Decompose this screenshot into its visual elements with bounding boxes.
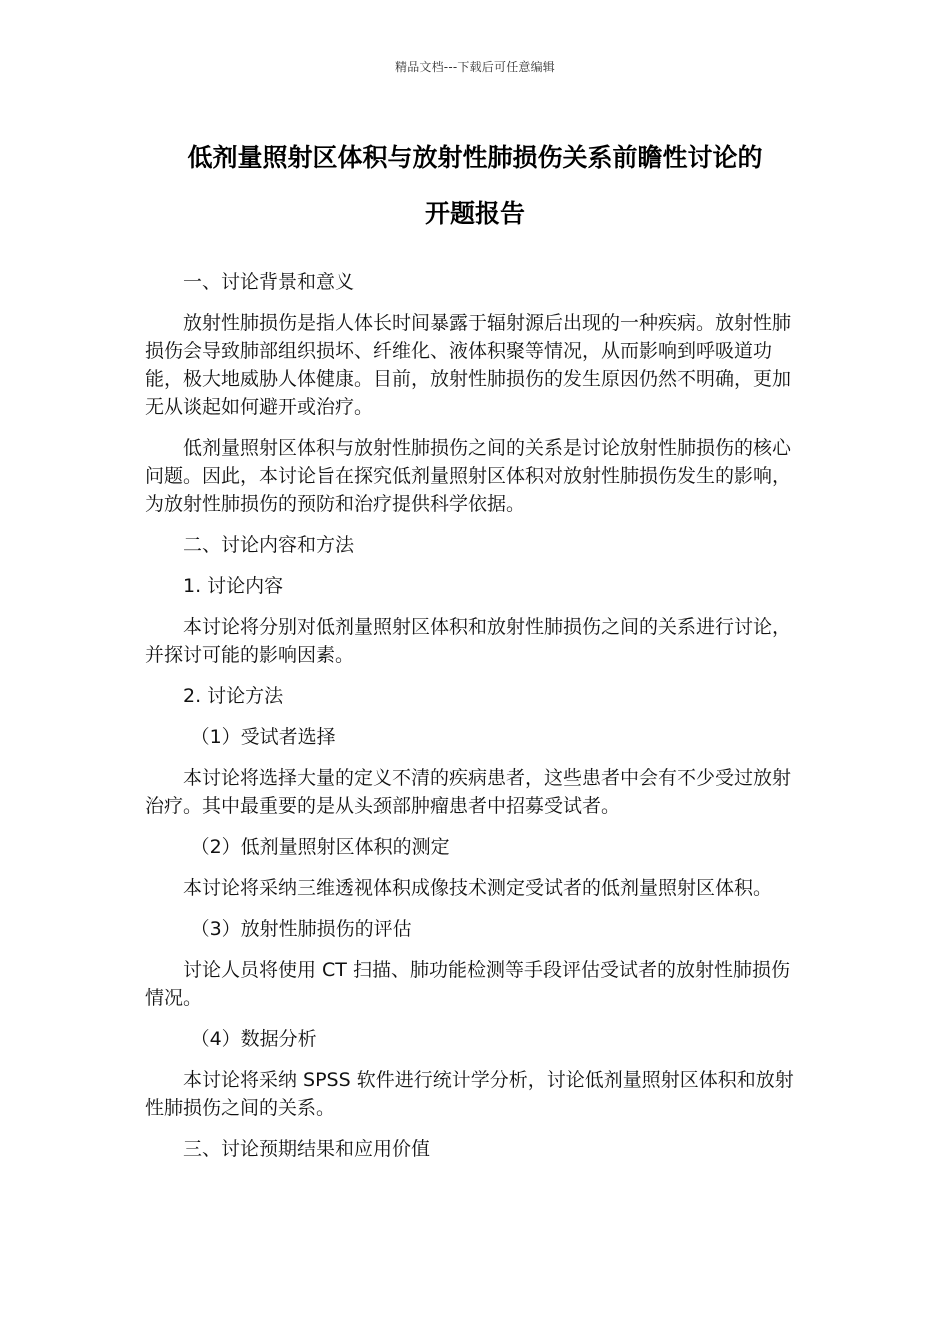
document-title-line-2: 开题报告 xyxy=(424,199,525,228)
page-header: 精品文档---下载后可任意编辑 xyxy=(395,60,555,74)
method-heading-analysis: （4）数据分析 xyxy=(190,1028,317,1050)
document-body xyxy=(145,268,805,1176)
paragraph: 本讨论将选择大量的定义不清的疾病患者，这些患者中会有不少受过放射治疗。其中最重要的是从头颈部肿瘤患者中招募受试者。 xyxy=(145,767,792,817)
paragraph: 放射性肺损伤是指人体长时间暴露于辐射源后出现的一种疾病。放射性肺损伤会导致肺部组织损坏、纤维化、液体积聚等情况，从而影响到呼吸道功能，极大地威胁人体健康。目前，放射性肺损伤的发生原因仍然不明确，更加无从谈起如何避开或治疗。 xyxy=(145,312,792,418)
paragraph: 本讨论将采纳 SPSS 软件进行统计学分析，讨论低剂量照射区体积和放射性肺损伤之间的关系。 xyxy=(145,1069,794,1119)
paragraph: 讨论人员将使用 CT 扫描、肺功能检测等手段评估受试者的放射性肺损伤情况。 xyxy=(145,959,790,1009)
method-heading-volume: （2）低剂量照射区体积的测定 xyxy=(190,836,450,858)
section-heading-expected-results: 三、讨论预期结果和应用价值 xyxy=(183,1138,431,1160)
subsection-heading-methods: 2. 讨论方法 xyxy=(183,685,284,707)
paragraph: 本讨论将采纳三维透视体积成像技术测定受试者的低剂量照射区体积。 xyxy=(183,877,773,899)
method-heading-assessment: （3）放射性肺损伤的评估 xyxy=(190,918,412,940)
section-heading-background: 一、讨论背景和意义 xyxy=(183,271,355,293)
document-title-line-1: 低剂量照射区体积与放射性肺损伤关系前瞻性讨论的 xyxy=(187,143,763,172)
method-heading-subjects: （1）受试者选择 xyxy=(190,726,336,748)
paragraph: 本讨论将分别对低剂量照射区体积和放射性肺损伤之间的关系进行讨论，并探讨可能的影响因素。 xyxy=(145,616,792,666)
paragraph: 低剂量照射区体积与放射性肺损伤之间的关系是讨论放射性肺损伤的核心问题。因此，本讨论旨在探究低剂量照射区体积对放射性肺损伤发生的影响，为放射性肺损伤的预防和治疗提供科学依据。 xyxy=(145,437,792,515)
section-heading-content-methods: 二、讨论内容和方法 xyxy=(183,534,355,556)
subsection-heading-content: 1. 讨论内容 xyxy=(183,575,284,597)
